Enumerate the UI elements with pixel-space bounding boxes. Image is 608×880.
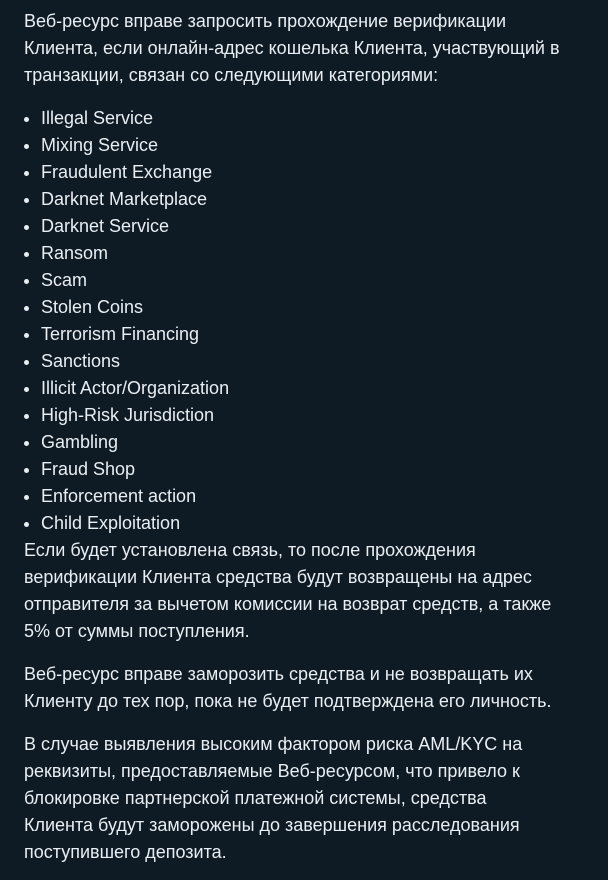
intro-paragraph: Веб-ресурс вправе запросить прохождение верификации Клиента, если онлайн-адрес кошелька Клиента, участвующий в транзакции, связан со следующими категориями: — [24, 11, 560, 85]
category-list — [24, 105, 584, 537]
list-item-fraud-shop: • Fraud Shop — [41, 456, 584, 483]
list-item-darknet-service: • Darknet Service — [41, 213, 584, 240]
list-item-enforcement-action: • Enforcement action — [41, 483, 584, 510]
list-item-ransom: • Ransom — [41, 240, 584, 267]
refund-paragraph: Если будет установлена связь, то после прохождения верификации Клиента средства будут возвращены на адрес отправителя за вычетом комиссии на возврат средств, а также 5% от суммы поступления. — [24, 540, 552, 641]
list-item-terrorism-financing: • Terrorism Financing — [41, 321, 584, 348]
aml-paragraph: В случае выявления высоким фактором риска AML/KYC на реквизиты, предоставляемые Веб-ресурсом, что привело к блокировке партнерской платежной системы, средства Клиента будут заморожены до завершения расследования поступившего депозита. — [24, 734, 523, 862]
list-item-scam: • Scam — [41, 267, 584, 294]
list-item-illegal-service: • Illegal Service — [41, 105, 584, 132]
list-item-sanctions: • Sanctions — [41, 348, 584, 375]
list-item-illicit-actor: • Illicit Actor/Organization — [41, 375, 584, 402]
list-item-stolen-coins: • Stolen Coins — [41, 294, 584, 321]
list-item-gambling: • Gambling — [41, 429, 584, 456]
freeze-paragraph: Веб-ресурс вправе заморозить средства и не возвращать их Клиенту до тех пор, пока не будет подтверждена его личность. — [24, 664, 552, 711]
list-item-child-exploitation: • Child Exploitation — [41, 510, 584, 537]
list-item-high-risk-jurisdiction: • High-Risk Jurisdiction — [41, 402, 584, 429]
list-item-darknet-marketplace: • Darknet Marketplace — [41, 186, 584, 213]
list-item-mixing-service: • Mixing Service — [41, 132, 584, 159]
list-item-fraudulent-exchange: • Fraudulent Exchange — [41, 159, 584, 186]
